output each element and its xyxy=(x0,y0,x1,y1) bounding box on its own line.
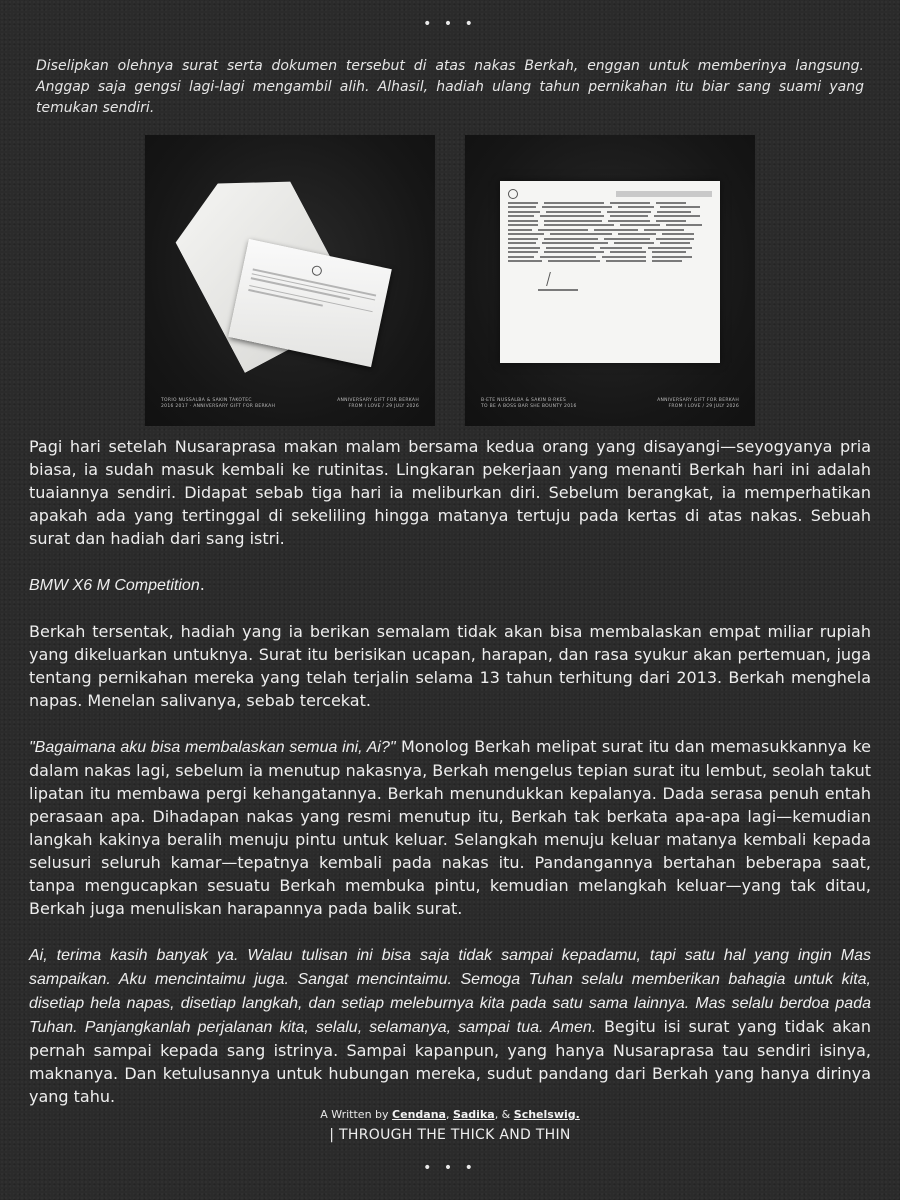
left-photo-caption-left: TORIO NUSSALBA & SAKIN TAKOTEC 2016 2017 · ANNIVERSARY GIFT FOR BERKAH xyxy=(161,398,276,409)
letter-message: Ai, terima kasih banyak ya. Walau tulisan ini bisa saja tidak sampai kepadamu, tapi satu hal yang ingin Mas sampaikan. Aku mencintaimu juga. Sangat mencintaimu. Semoga Tuhan selalu memberikan bahagia untuk kita, disetiap hela napas, disetiap langkah, dan setiap meleburnya kita pada satu sama lainnya. Mas selalu berdoa pada Tuhan. Panjangkanlah perjalanan kita, selalu, selamanya, sampai tua. Amen. xyxy=(29,947,871,1036)
intro-paragraph: Diselipkan olehnya surat serta dokumen tersebut di atas nakas Berkah, enggan untuk memberinya langsung. Anggap saja gengsi lagi-lagi mengambil alih. Alhasil, hadiah ulang tahun pernikahan itu biar sang suami yang temukan sendiri. xyxy=(36,58,864,116)
paragraph-5: Ai, terima kasih banyak ya. Walau tulisan ini bisa saja tidak sampai kepadamu, tapi satu hal yang ingin Mas sampaikan. Aku mencintaimu juga. Sangat mencintaimu. Semoga Tuhan selalu memberikan bahagia untuk kita, disetiap hela napas, disetiap langkah, dan setiap meleburnya kita pada satu sama lainnya. Mas selalu berdoa pada Tuhan. Panjangkanlah perjalanan kita, selalu, selamanya, sampai tua. Amen. Begitu isi surat yang tidak akan pernah sampai kepada sang istrinya. Sampai kapanpun, yang hanya Nusaraprasa tau sendiri isinya, maknanya. Dan ketulusannya untuk hubungan mereka, sudut pandang dari Berkah yang hanya dirinya yang tahu. xyxy=(29,947,872,1106)
credit-line: A Written by Cendana, Sadika, & Schelswig. xyxy=(320,1108,580,1121)
author-link-sadika[interactable]: Sadika xyxy=(452,1108,495,1121)
author-link-schelswig[interactable]: Schelswig. xyxy=(513,1108,580,1121)
car-title: BMW X6 M Competition xyxy=(29,577,200,594)
document-sheet xyxy=(500,181,720,363)
signature-icon xyxy=(546,272,559,286)
paragraph-3: Berkah tersentak, hadiah yang ia berikan semalam tidak akan bisa membalaskan empat miliar rupiah yang dikeluarkan untuknya. Surat itu berisikan ucapan, harapan, dan rasa syukur akan pertemuan, juga tentang pernikahan mereka yang telah terjalin selama 13 tahun terhitung dari 2013. Berkah menghela napas. Menelan salivanya, sebab tercekat. xyxy=(29,622,871,710)
paragraph-4: "Bagaimana aku bisa membalaskan semua ini, Ai?" Monolog Berkah melipat surat itu dan memasukkannya ke dalam nakas lagi, sebelum ia menutup nakasnya, Berkah mengelus tepian surat itu lembut, seolah takut lipatan itu membawa pergi kehangatannya. Berkah menundukkan kepalanya. Dada serasa penuh entah perasaan apa. Dihadapan nakas yang resmi menutup itu, Berkah tak berkata apa-apa lagi—kemudian langkah kakinya beralih menuju pintu untuk keluar. Selangkah menuju keluar matanya kembali kepada selusuri seluruh kamar—tepatnya kembali pada nakas itu. Pandangannya bertahan beberapa saat, tanpa mengucapkan sesuatu Berkah membuka pintu, kemudian melangkah keluar—yang tak ditau, Berkah juga menuliskan harapannya pada balik surat. xyxy=(29,737,872,918)
right-photo-caption-right: ANNIVERSARY GIFT FOR BERKAH FROM I LOVE / 29 JULY 2026 xyxy=(657,398,739,409)
image-row xyxy=(0,135,900,426)
left-photo-caption-right: ANNIVERSARY GIFT FOR BERKAH FROM I LOVE / 29 JULY 2026 xyxy=(337,398,419,409)
paragraph-2: BMW X6 M Competition. xyxy=(29,575,205,594)
author-link-cendana[interactable]: Cendana xyxy=(392,1108,446,1121)
vehicle-document-photo xyxy=(465,135,755,426)
separator-top: • • • xyxy=(423,16,477,32)
monologue-quote: "Bagaimana aku bisa membalaskan semua ini, Ai?" xyxy=(29,739,396,756)
emblem-icon xyxy=(508,189,518,199)
paragraph-1: Pagi hari setelah Nusaraprasa makan malam bersama kedua orang yang disayangi—seyogyanya pria biasa, ia sudah masuk kembali ke rutinitas. Lingkaran pekerjaan yang menanti Berkah hari ini adalah tuaiannya sendiri. Didapat sebab tiga hari ia meliburkan diri. Sebelum berangkat, ia memperhatikan apakah ada yang tertinggal di sekeliling hingga matanya tertuju pada kertas di atas nakas. Sebuah surat dan hadiah dari sang istri. xyxy=(29,437,871,548)
emblem-icon xyxy=(311,265,323,277)
separator-bottom: • • • xyxy=(423,1160,477,1176)
story-body xyxy=(29,435,871,1108)
right-photo-caption-left: B·ETE NUSSALBA & SAKIN B·RKES TO BE A BOSS BAR SHE BOUNTY 2016 xyxy=(481,398,577,409)
story-title: | THROUGH THE THICK AND THIN xyxy=(329,1127,571,1143)
envelope-letter-photo xyxy=(145,135,435,426)
